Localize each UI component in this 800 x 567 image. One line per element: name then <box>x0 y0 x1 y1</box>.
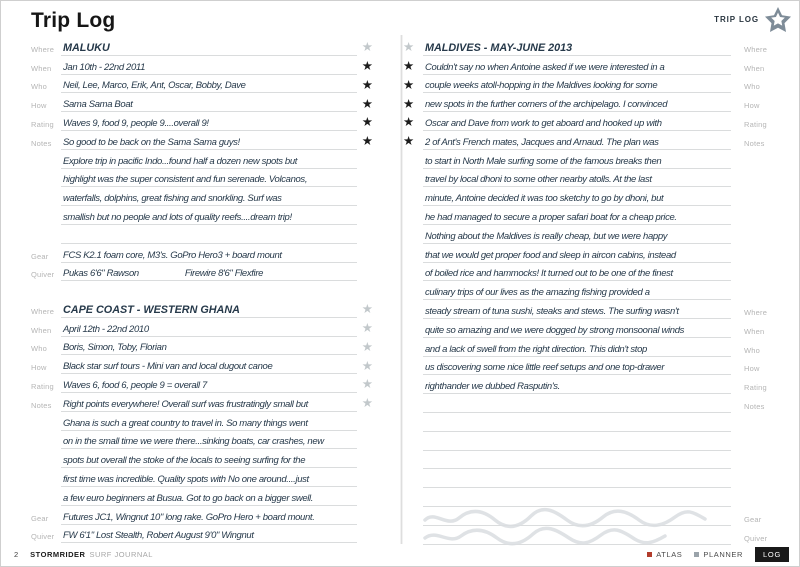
nav-planner[interactable] <box>694 550 743 559</box>
journal-row <box>31 187 373 206</box>
field-label-where: Where <box>31 306 55 316</box>
field-label-notes: Notes <box>31 400 52 410</box>
trip-log-badge-label: TRIP LOG <box>714 15 759 24</box>
how-value: Black star surf tours - Mini van and local dugout canoe <box>61 361 357 374</box>
notes-line: Oscar and Dave from work to get aboard and hooked up with <box>423 118 731 131</box>
field-label-rating: Rating <box>744 119 767 129</box>
notes-line: 2 of Ant's French mates, Jacques and Arnaud. The plan was <box>423 137 731 150</box>
notes-line: minute, Antoine decided it was too sketchy to go by dhoni, but <box>423 193 731 206</box>
nav-atlas-label: ATLAS <box>656 550 683 559</box>
journal-row <box>403 357 773 376</box>
journal-row <box>31 37 373 56</box>
notes-line: Couldn't say no when Antoine asked if we were interested in a <box>423 62 731 75</box>
journal-row <box>31 150 373 169</box>
notes-line: of boiled rice and hammocks! It turned out to be one of the finest <box>423 268 731 281</box>
star-icon[interactable]: ★ <box>403 96 415 111</box>
journal-row <box>403 413 773 432</box>
where-value: MALUKU <box>61 42 357 56</box>
journal-row <box>31 56 373 75</box>
journal-row <box>31 337 373 356</box>
star-icon[interactable]: ★ <box>361 339 373 354</box>
star-icon[interactable]: ★ <box>361 377 373 392</box>
field-label-quiver: Quiver <box>744 533 768 543</box>
journal-row <box>403 244 773 263</box>
field-label-where: Where <box>744 44 768 54</box>
journal-row <box>403 488 773 507</box>
journal-row <box>31 299 373 318</box>
journal-row <box>403 281 773 300</box>
star-icon[interactable]: ★ <box>403 115 415 130</box>
field-label-gear: Gear <box>31 251 49 261</box>
field-label-quiver: Quiver <box>31 270 55 280</box>
journal-row <box>403 93 773 112</box>
star-icon[interactable]: ★ <box>403 77 415 92</box>
journal-row <box>403 300 773 319</box>
quiver-value: FW 6'1" Lost Stealth, Robert August 9'0" Wingnut <box>61 530 357 543</box>
where-value: CAPE COAST - WESTERN GHANA <box>61 304 357 318</box>
when-value: Jan 10th - 22nd 2011 <box>61 62 357 75</box>
star-icon[interactable]: ★ <box>361 77 373 92</box>
notes-line: a few euro beginners at Busua. Got to go back on a bigger swell. <box>61 493 357 506</box>
notes-line: highlight was the super consistent and fun serenade. Volcanos, <box>61 174 357 187</box>
journal-row <box>403 394 773 413</box>
star-icon[interactable]: ★ <box>361 59 373 74</box>
who-value: Neil, Lee, Marco, Erik, Ant, Oscar, Bobby, Dave <box>61 80 357 93</box>
rating-value: Waves 6, food 6, people 9 = overall 7 <box>61 380 357 393</box>
journal-row <box>403 37 773 56</box>
faint-scribble <box>421 506 721 546</box>
journal-row <box>403 469 773 488</box>
entry-maldives <box>403 37 773 545</box>
notes-line: righthander we dubbed Rasputin's. <box>423 381 731 394</box>
field-label-gear: Gear <box>31 513 49 523</box>
notes-line: waterfalls, dolphins, great fishing and snorkling. Surf was <box>61 193 357 206</box>
rating-value: Waves 9, food 9, people 9....overall 9! <box>61 118 357 131</box>
journal-row <box>31 263 373 282</box>
field-label-how: How <box>31 363 47 373</box>
star-icon[interactable]: ★ <box>361 40 373 55</box>
star-icon[interactable]: ★ <box>361 302 373 317</box>
notes-line: Right points everywhere! Overall surf was frustratingly small but <box>61 399 357 412</box>
journal-row <box>31 131 373 150</box>
star-icon[interactable]: ★ <box>361 396 373 411</box>
notes-line: us discovering some nice little reef setups and one top-drawer <box>423 362 731 375</box>
right-page <box>403 1 773 566</box>
where-value: MALDIVES - MAY-JUNE 2013 <box>423 42 731 56</box>
notes-line: on in the small time we were there...sinking boats, car crashes, new <box>61 436 357 449</box>
field-label-where: Where <box>744 307 768 317</box>
field-label-who: Who <box>31 344 48 354</box>
nav-planner-label: PLANNER <box>703 550 744 559</box>
field-label-where: Where <box>31 44 55 54</box>
field-label-gear: Gear <box>744 514 762 524</box>
notes-line: that we would get proper food and sleep in aircon cabins, instead <box>423 250 731 263</box>
journal-row <box>403 432 773 451</box>
page-number: 2 <box>14 550 19 559</box>
journal-row <box>31 506 373 525</box>
field-label-when: When <box>31 325 52 335</box>
planner-bullet-icon <box>694 552 699 557</box>
atlas-bullet-icon <box>647 552 652 557</box>
journal-row <box>31 93 373 112</box>
journal-row <box>31 449 373 468</box>
journal-row <box>31 244 373 263</box>
nav-log-active[interactable] <box>755 547 789 562</box>
field-label-how: How <box>744 101 760 111</box>
notes-line: couple weeks atoll-hopping in the Maldives looking for some <box>423 80 731 93</box>
notes-line: Nothing about the Maldives is really cheap, but we were happy <box>423 231 731 244</box>
empty-line <box>423 467 731 469</box>
journal-row <box>31 75 373 94</box>
field-label-quiver: Quiver <box>31 532 55 542</box>
notes-line: steady stream of tuna sushi, steaks and stews. The surfing wasn't <box>423 306 731 319</box>
field-label-who: Who <box>31 82 48 92</box>
field-label-who: Who <box>744 82 761 92</box>
journal-row <box>31 374 373 393</box>
journal-row <box>31 431 373 450</box>
star-icon[interactable]: ★ <box>361 358 373 373</box>
field-label-notes: Notes <box>744 138 765 148</box>
notes-line: and a lack of swell from the right direction. This didn't stop <box>423 344 731 357</box>
notes-line: first time was incredible. Quality spots with No one around....just <box>61 474 357 487</box>
footer-nav <box>647 547 789 562</box>
notes-line: Explore trip in pacific Indo...found half a dozen new spots but <box>61 156 357 169</box>
nav-log-label: LOG <box>763 550 781 559</box>
notes-line: quite so amazing and we were dogged by strong monsoonal winds <box>423 325 731 338</box>
journal-row <box>31 169 373 188</box>
notes-line: smallish but no people and lots of quality reefs....dream trip! <box>61 212 357 225</box>
brand-name: STORMRIDER <box>30 550 86 559</box>
journal-row <box>31 355 373 374</box>
field-label-rating: Rating <box>744 383 767 393</box>
star-icon[interactable]: ★ <box>361 96 373 111</box>
empty-line <box>423 430 731 432</box>
brand-suffix: SURF JOURNAL <box>89 550 153 559</box>
journal-row <box>403 56 773 75</box>
quiver-board-1: Pukas 6'6" Rawson <box>63 268 139 280</box>
journal-row <box>403 131 773 150</box>
star-icon[interactable]: ★ <box>403 134 415 149</box>
journal-row <box>403 319 773 338</box>
field-label-notes: Notes <box>31 138 52 148</box>
journal-row <box>403 150 773 169</box>
journal-row <box>403 375 773 394</box>
left-page <box>31 1 373 566</box>
star-icon[interactable]: ★ <box>403 40 415 55</box>
notes-line: So good to be back on the Sama Sama guys! <box>61 137 357 150</box>
page-title: Trip Log <box>31 9 116 32</box>
journal-row <box>31 525 373 544</box>
field-label-who: Who <box>744 345 761 355</box>
quiver-value <box>61 268 357 281</box>
journal-row <box>31 206 373 225</box>
journal-row <box>403 225 773 244</box>
who-value: Boris, Simon, Toby, Florian <box>61 342 357 355</box>
journal-row <box>403 112 773 131</box>
field-label-rating: Rating <box>31 119 54 129</box>
journal-row <box>403 169 773 188</box>
empty-line <box>423 486 731 488</box>
nav-atlas[interactable] <box>647 550 682 559</box>
when-value: April 12th - 22nd 2010 <box>61 324 357 337</box>
footer-brand <box>14 550 153 559</box>
journal-row <box>31 112 373 131</box>
field-label-when: When <box>744 63 765 73</box>
field-label-when: When <box>31 63 52 73</box>
journal-row <box>31 318 373 337</box>
journal-row <box>403 451 773 470</box>
empty-line <box>423 411 731 413</box>
empty-line <box>61 242 357 244</box>
journal-row <box>31 412 373 431</box>
star-icon[interactable]: ★ <box>361 134 373 149</box>
gear-value: Futures JC1, Wingnut 10" long rake. GoPro Hero + board mount. <box>61 512 357 525</box>
field-label-rating: Rating <box>31 381 54 391</box>
field-label-when: When <box>744 326 765 336</box>
journal-row <box>31 468 373 487</box>
notes-line: Ghana is such a great country to travel in. So many things went <box>61 418 357 431</box>
field-label-notes: Notes <box>744 401 765 411</box>
journal-row <box>31 225 373 244</box>
journal-row <box>403 75 773 94</box>
journal-row <box>403 187 773 206</box>
notes-line: he had managed to secure a proper safari boat for a cheap price. <box>423 212 731 225</box>
journal-row <box>403 263 773 282</box>
notes-line: spots but overall the stoke of the locals to seeing surfing for the <box>61 455 357 468</box>
field-label-how: How <box>31 101 47 111</box>
entry-cape-coast <box>31 299 373 543</box>
journal-row <box>403 206 773 225</box>
star-icon[interactable]: ★ <box>403 59 415 74</box>
notes-line: culinary trips of our lives as the amazing fishing provided a <box>423 287 731 300</box>
journal-row <box>31 487 373 506</box>
footer <box>14 547 789 562</box>
notes-line: travel by local dhoni to some other nearby atolls. At the last <box>423 174 731 187</box>
entry-maluku <box>31 37 373 281</box>
star-icon[interactable]: ★ <box>361 321 373 336</box>
notes-line: to start in North Male surfing some of the famous breaks then <box>423 156 731 169</box>
empty-line <box>423 449 731 451</box>
journal-row <box>31 393 373 412</box>
notes-line: new spots in the further corners of the archipelago. I convinced <box>423 99 731 112</box>
how-value: Sama Sama Boat <box>61 99 357 112</box>
star-icon[interactable]: ★ <box>361 115 373 130</box>
quiver-board-2: Firewire 8'6" Flexfire <box>184 268 264 280</box>
journal-row <box>403 338 773 357</box>
gear-value: FCS K2.1 foam core, M3's. GoPro Hero3 + board mount <box>61 250 357 263</box>
field-label-how: How <box>744 364 760 374</box>
